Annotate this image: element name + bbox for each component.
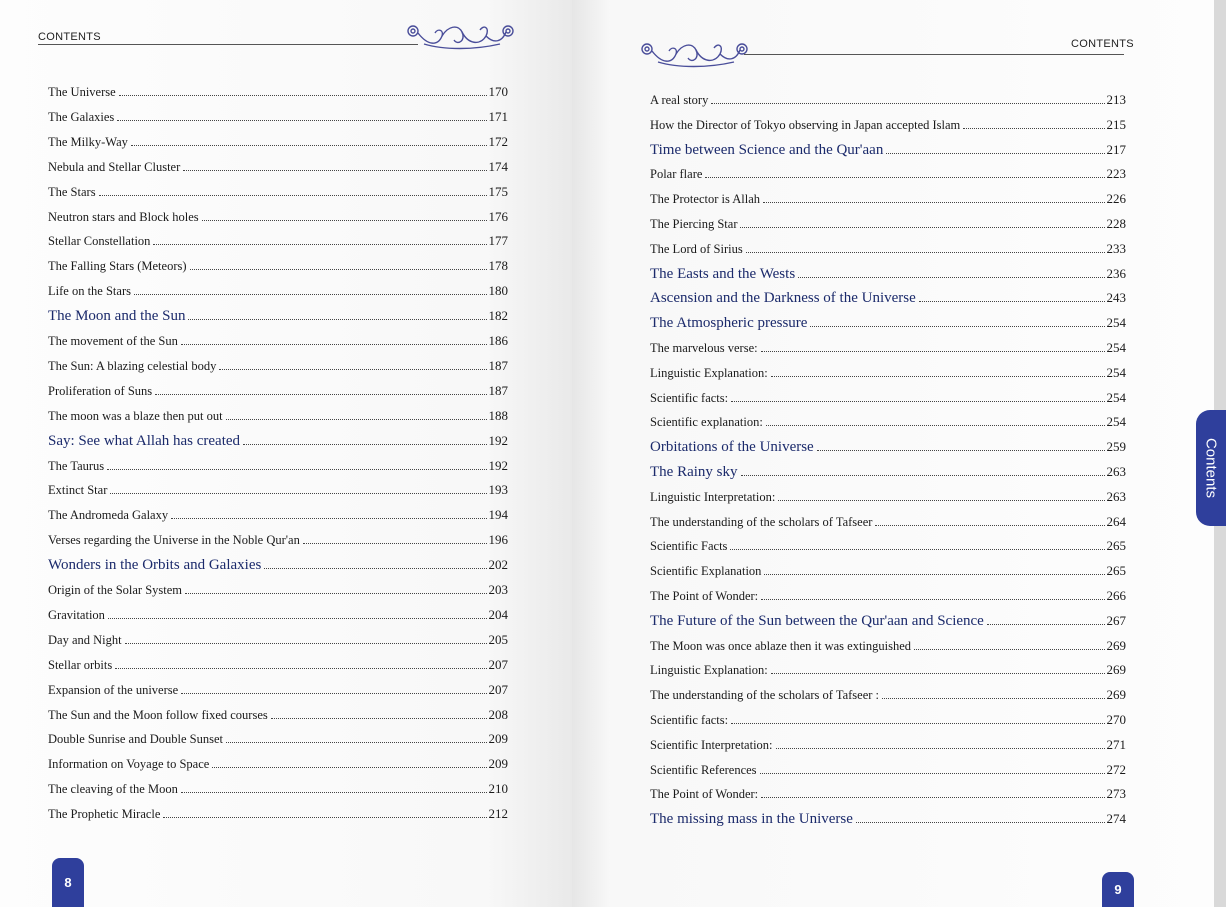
toc-entry-page-number: 178 — [488, 258, 508, 274]
toc-dot-leader — [761, 796, 1104, 798]
toc-entry[interactable] — [48, 358, 508, 374]
toc-entry[interactable] — [48, 657, 508, 673]
toc-entry[interactable] — [48, 532, 508, 548]
toc-entry[interactable] — [48, 756, 508, 772]
toc-dot-leader — [119, 94, 487, 96]
toc-entry-page-number: 267 — [1106, 612, 1126, 628]
toc-entry-page-number: 271 — [1106, 736, 1126, 752]
toc-dot-leader — [778, 499, 1104, 501]
toc-entry-title: Scientific facts: — [650, 713, 729, 727]
flourish-ornament-right-icon — [638, 38, 750, 72]
toc-entry-title: The Atmospheric pressure — [650, 315, 808, 332]
toc-dot-leader — [171, 517, 486, 519]
page-number-badge-left — [52, 858, 84, 907]
toc-entry[interactable] — [48, 707, 508, 723]
toc-entry-title: The Point of Wonder: — [650, 589, 759, 603]
toc-dot-leader — [914, 648, 1104, 650]
toc-entry-title: The missing mass in the Universe — [650, 811, 853, 828]
toc-entry-page-number: 210 — [488, 781, 508, 797]
toc-entry-title: Verses regarding the Universe in the Noble Qur'an — [48, 533, 300, 548]
toc-entry[interactable] — [650, 390, 1126, 406]
toc-entry-title: Wonders in the Orbits and Galaxies — [48, 557, 262, 574]
toc-entry-title: Scientific facts: — [650, 390, 729, 405]
toc-entry[interactable] — [650, 241, 1126, 257]
toc-entry-page-number: 187 — [488, 382, 508, 398]
toc-entry[interactable] — [48, 781, 508, 797]
toc-entry-title: The moon was a blaze then put out — [48, 408, 223, 423]
toc-entry[interactable] — [48, 84, 508, 100]
toc-entry-title: Neutron stars and Block holes — [48, 209, 199, 224]
toc-entry-page-number: 215 — [1106, 116, 1126, 132]
toc-entry-page-number: 266 — [1106, 588, 1126, 603]
toc-entry-page-number: 207 — [488, 656, 508, 672]
toc-dot-leader — [817, 449, 1105, 451]
toc-dot-leader — [271, 717, 487, 719]
toc-entry-page-number: 270 — [1106, 712, 1126, 727]
toc-dot-leader — [760, 772, 1105, 774]
toc-dot-leader — [763, 201, 1104, 203]
toc-entry[interactable] — [650, 662, 1126, 678]
right-page — [572, 0, 1214, 907]
toc-dot-leader — [99, 194, 487, 196]
toc-entry[interactable] — [650, 414, 1126, 430]
toc-entry[interactable] — [650, 762, 1126, 778]
toc-entry-page-number: 176 — [488, 208, 508, 224]
toc-entry[interactable] — [650, 811, 1126, 827]
toc-dot-leader — [741, 474, 1105, 476]
toc-entry[interactable] — [48, 308, 508, 324]
toc-entry-title: The Piercing Star — [650, 217, 738, 231]
toc-entry[interactable] — [48, 433, 508, 449]
toc-entry[interactable] — [650, 290, 1126, 306]
toc-entry-page-number: 254 — [1106, 414, 1126, 430]
toc-entry-title: The cleaving of the Moon — [48, 782, 178, 797]
toc-entry-page-number: 171 — [488, 108, 508, 124]
toc-dot-leader — [730, 548, 1104, 550]
toc-entry[interactable] — [650, 563, 1126, 579]
toc-entry[interactable] — [650, 365, 1126, 381]
toc-entry[interactable] — [48, 233, 508, 249]
toc-entry[interactable] — [650, 588, 1126, 604]
toc-entry-page-number: 263 — [1106, 464, 1126, 479]
toc-entry[interactable] — [650, 489, 1126, 505]
toc-dot-leader — [181, 692, 486, 694]
toc-dot-leader — [185, 592, 486, 594]
toc-entry[interactable] — [48, 582, 508, 598]
toc-entry[interactable] — [48, 134, 508, 150]
toc-entry-page-number: 194 — [488, 507, 508, 523]
toc-entry[interactable] — [650, 712, 1126, 728]
toc-entry-page-number: 177 — [488, 233, 508, 249]
contents-side-tab[interactable] — [1196, 410, 1226, 526]
contents-side-tab-label: Contents — [1202, 437, 1220, 499]
page-number-badge-right — [1102, 872, 1134, 907]
toc-entry-title: The Moon was once ablaze then it was extinguished — [650, 638, 912, 653]
toc-entry[interactable] — [650, 166, 1126, 182]
toc-entry-page-number: 254 — [1106, 364, 1126, 380]
toc-dot-leader — [875, 524, 1104, 526]
toc-entry-title: Scientific Explanation — [650, 564, 762, 579]
toc-entry-page-number: 272 — [1106, 761, 1126, 777]
toc-entry-page-number: 209 — [488, 756, 508, 772]
toc-entry-page-number: 207 — [488, 681, 508, 697]
toc-entry-title: The Rainy sky — [650, 464, 738, 480]
toc-entry-title: The Protector is Allah — [650, 192, 761, 207]
toc-entry-title: Stellar Constellation — [48, 234, 151, 249]
toc-dot-leader — [125, 642, 487, 644]
toc-entry-title: Extinct Star — [48, 483, 108, 498]
toc-entry[interactable] — [48, 408, 508, 424]
toc-entry-page-number: 269 — [1106, 687, 1126, 703]
toc-dot-leader — [115, 667, 486, 669]
toc-entry[interactable] — [48, 109, 508, 125]
toc-entry-title: Linguistic Explanation: — [650, 365, 768, 380]
toc-entry-page-number: 226 — [1106, 191, 1126, 207]
toc-entry[interactable] — [650, 117, 1126, 133]
toc-dot-leader — [202, 219, 487, 221]
toc-entry-title: Life on the Stars — [48, 284, 131, 299]
toc-entry[interactable] — [48, 607, 508, 623]
toc-entry[interactable] — [48, 557, 508, 573]
toc-entry-page-number: 202 — [488, 557, 508, 573]
toc-entry[interactable] — [650, 687, 1126, 703]
toc-dot-leader — [771, 375, 1105, 377]
toc-entry[interactable] — [48, 682, 508, 698]
toc-entry-title: Scientific Facts — [650, 539, 728, 554]
toc-dot-leader — [731, 722, 1104, 724]
toc-dot-leader — [731, 400, 1104, 402]
toc-entry-page-number: 236 — [1106, 265, 1126, 281]
header-label-left: CONTENTS — [38, 31, 101, 43]
toc-entry-page-number: 212 — [488, 806, 508, 822]
toc-entry[interactable] — [650, 464, 1126, 480]
toc-entry-title: Information on Voyage to Space — [48, 757, 210, 772]
toc-dot-leader — [740, 226, 1104, 228]
toc-entry[interactable] — [650, 266, 1126, 282]
toc-entry[interactable] — [650, 538, 1126, 554]
toc-entry[interactable] — [650, 439, 1126, 455]
toc-entry-title: The Future of the Sun between the Qur'aan and Science — [650, 612, 984, 629]
toc-entry[interactable] — [650, 737, 1126, 753]
toc-entry[interactable] — [48, 458, 508, 474]
toc-dot-leader — [107, 468, 486, 470]
toc-dot-leader — [226, 741, 487, 743]
toc-entry-title: The Universe — [48, 85, 116, 99]
toc-entry-title: Scientific explanation: — [650, 415, 763, 430]
toc-entry[interactable] — [48, 333, 508, 349]
toc-entry-title: Stellar orbits — [48, 657, 113, 672]
toc-dot-leader — [886, 152, 1104, 154]
toc-entry[interactable] — [650, 315, 1126, 331]
toc-entry-title: The understanding of the scholars of Tafseer — [650, 514, 873, 529]
toc-entry-title: The Easts and the Wests — [650, 265, 796, 282]
toc-entry-page-number: 254 — [1106, 315, 1126, 331]
toc-entry-title: Proliferation of Suns — [48, 383, 153, 398]
toc-entry-page-number: 180 — [488, 283, 508, 299]
toc-entry-title: Orbitations of the Universe — [650, 439, 814, 456]
page-number-right: 9 — [1114, 882, 1122, 897]
toc-entry-title: The movement of the Sun — [48, 334, 178, 348]
toc-entry-title: Day and Night — [48, 632, 122, 647]
toc-entry[interactable] — [650, 191, 1126, 207]
toc-entry-page-number: 174 — [488, 158, 508, 174]
toc-entry-title: Nebula and Stellar Cluster — [48, 159, 181, 174]
toc-entry-title: The Stars — [48, 184, 96, 199]
toc-entry-page-number: 196 — [488, 532, 508, 548]
toc-entry-page-number: 243 — [1106, 290, 1126, 306]
toc-entry-page-number: 274 — [1106, 811, 1126, 827]
toc-entry-title: The Sun: A blazing celestial body — [48, 358, 217, 373]
toc-entry-page-number: 186 — [488, 333, 508, 348]
toc-entry-page-number: 265 — [1106, 563, 1126, 579]
toc-dot-leader — [746, 251, 1105, 253]
toc-dot-leader — [856, 821, 1105, 823]
toc-entry-page-number: 172 — [488, 133, 508, 149]
toc-entry[interactable] — [650, 340, 1126, 356]
toc-dot-leader — [181, 343, 487, 345]
toc-entry[interactable] — [650, 514, 1126, 530]
toc-entry[interactable] — [48, 209, 508, 225]
toc-entry[interactable] — [48, 283, 508, 299]
toc-entry-title: A real story — [650, 93, 709, 107]
toc-entry-title: Gravitation — [48, 607, 105, 622]
toc-dot-leader — [190, 268, 487, 270]
toc-entry-title: Linguistic Explanation: — [650, 663, 768, 678]
toc-entry-page-number: 254 — [1106, 340, 1126, 355]
toc-entry[interactable] — [48, 383, 508, 399]
toc-entry-page-number: 203 — [488, 582, 508, 597]
toc-entry-page-number: 187 — [488, 357, 508, 373]
toc-entry[interactable] — [650, 638, 1126, 654]
toc-dot-leader — [226, 418, 487, 420]
toc-entry-page-number: 217 — [1106, 141, 1126, 157]
page-number-left: 8 — [64, 875, 72, 890]
toc-entry[interactable] — [48, 159, 508, 175]
toc-entry[interactable] — [48, 184, 508, 200]
toc-entry-page-number: 193 — [488, 482, 508, 498]
toc-dot-leader — [798, 276, 1104, 278]
toc-entry-title: The Lord of Sirius — [650, 241, 743, 256]
toc-entry-page-number: 208 — [488, 706, 508, 722]
header-rule-right — [744, 54, 1124, 55]
toc-entry-page-number: 223 — [1106, 166, 1126, 182]
toc-dot-leader — [766, 424, 1105, 426]
toc-entry-title: The Sun and the Moon follow fixed courses — [48, 707, 268, 722]
toc-entry-page-number: 175 — [488, 183, 508, 199]
toc-entry-title: The Prophetic Miracle — [48, 807, 161, 822]
toc-entry[interactable] — [48, 632, 508, 648]
toc-dot-leader — [134, 293, 487, 295]
toc-entry-title: The Milky-Way — [48, 134, 128, 149]
toc-entry-title: Double Sunrise and Double Sunset — [48, 732, 223, 747]
toc-entry-title: The understanding of the scholars of Tafseer : — [650, 688, 880, 703]
toc-entry-title: The Taurus — [48, 458, 105, 473]
toc-dot-leader — [153, 243, 486, 245]
flourish-ornament-left-icon — [404, 20, 516, 54]
toc-entry-title: Scientific References — [650, 762, 757, 777]
toc-dot-leader — [705, 176, 1104, 178]
toc-entry[interactable] — [48, 507, 508, 523]
toc-entry[interactable] — [48, 482, 508, 498]
toc-entry-title: Linguistic Interpretation: — [650, 489, 776, 504]
toc-entry-page-number: 228 — [1106, 216, 1126, 231]
toc-entry-page-number: 269 — [1106, 637, 1126, 653]
toc-entry-page-number: 254 — [1106, 389, 1126, 405]
toc-entry-title: Expansion of the universe — [48, 682, 179, 697]
toc-entry[interactable] — [650, 216, 1126, 232]
toc-dot-leader — [110, 492, 486, 494]
toc-entry-title: How the Director of Tokyo observing in Japan accepted Islam — [650, 117, 961, 132]
toc-dot-leader — [987, 623, 1105, 625]
toc-entry-page-number: 192 — [488, 432, 508, 448]
toc-entry-page-number: 182 — [488, 308, 508, 324]
toc-dot-leader — [163, 816, 486, 818]
toc-entry-title: Scientific Interpretation: — [650, 737, 773, 752]
toc-entry-title: The Moon and the Sun — [48, 308, 186, 325]
toc-entry-title: Say: See what Allah has created — [48, 432, 241, 449]
toc-dot-leader — [131, 144, 487, 146]
toc-entry-title: Polar flare — [650, 167, 703, 182]
toc-dot-leader — [711, 102, 1104, 104]
toc-entry-title: The Andromeda Galaxy — [48, 508, 169, 523]
toc-entry-title: The marvelous verse: — [650, 341, 758, 355]
toc-entry[interactable] — [48, 806, 508, 822]
toc-dot-leader — [771, 672, 1105, 674]
toc-entry-page-number: 264 — [1106, 513, 1126, 529]
toc-entry-page-number: 259 — [1106, 439, 1126, 455]
toc-entry[interactable] — [48, 731, 508, 747]
toc-entry-page-number: 273 — [1106, 786, 1126, 802]
toc-dot-leader — [155, 393, 486, 395]
toc-entry[interactable] — [650, 613, 1126, 629]
toc-dot-leader — [776, 747, 1105, 749]
toc-dot-leader — [183, 169, 486, 171]
toc-entry-title: Origin of the Solar System — [48, 583, 183, 597]
toc-dot-leader — [108, 617, 487, 619]
toc-dot-leader — [117, 119, 486, 121]
toc-dot-leader — [963, 127, 1104, 129]
toc-dot-leader — [212, 766, 486, 768]
toc-entry-page-number: 192 — [488, 457, 508, 473]
toc-dot-leader — [919, 300, 1105, 302]
toc-entry-title: The Galaxies — [48, 109, 115, 124]
toc-entry[interactable] — [650, 92, 1126, 108]
toc-entry-title: Ascension and the Darkness of the Universe — [650, 290, 916, 307]
toc-dot-leader — [810, 325, 1104, 327]
toc-entry-title: The Falling Stars (Meteors) — [48, 259, 187, 274]
toc-dot-leader — [761, 598, 1104, 600]
toc-list-right — [650, 92, 1126, 842]
toc-entry[interactable] — [650, 786, 1126, 802]
toc-entry-page-number: 269 — [1106, 662, 1126, 678]
toc-dot-leader — [264, 567, 486, 569]
toc-entry[interactable] — [48, 258, 508, 274]
toc-dot-leader — [188, 318, 486, 320]
toc-entry-page-number: 204 — [488, 606, 508, 622]
toc-entry-page-number: 188 — [488, 407, 508, 423]
toc-entry-page-number: 209 — [488, 731, 508, 747]
toc-dot-leader — [761, 350, 1105, 352]
toc-dot-leader — [181, 791, 487, 793]
toc-dot-leader — [882, 697, 1104, 699]
toc-entry-page-number: 265 — [1106, 538, 1126, 554]
toc-dot-leader — [764, 573, 1104, 575]
toc-dot-leader — [219, 368, 486, 370]
header-label-right: CONTENTS — [1071, 38, 1134, 50]
header-rule-left — [38, 44, 418, 45]
toc-entry-title: Time between Science and the Qur'aan — [650, 141, 884, 158]
toc-entry-page-number: 205 — [488, 631, 508, 647]
left-page — [0, 0, 572, 907]
toc-list-left — [48, 84, 508, 844]
toc-entry[interactable] — [650, 142, 1126, 158]
toc-entry-title: The Point of Wonder: — [650, 787, 759, 802]
toc-dot-leader — [243, 443, 486, 445]
toc-entry-page-number: 170 — [488, 84, 508, 99]
toc-entry-page-number: 233 — [1106, 240, 1126, 256]
toc-dot-leader — [303, 542, 487, 544]
toc-entry-page-number: 263 — [1106, 488, 1126, 504]
toc-entry-page-number: 213 — [1106, 92, 1126, 107]
